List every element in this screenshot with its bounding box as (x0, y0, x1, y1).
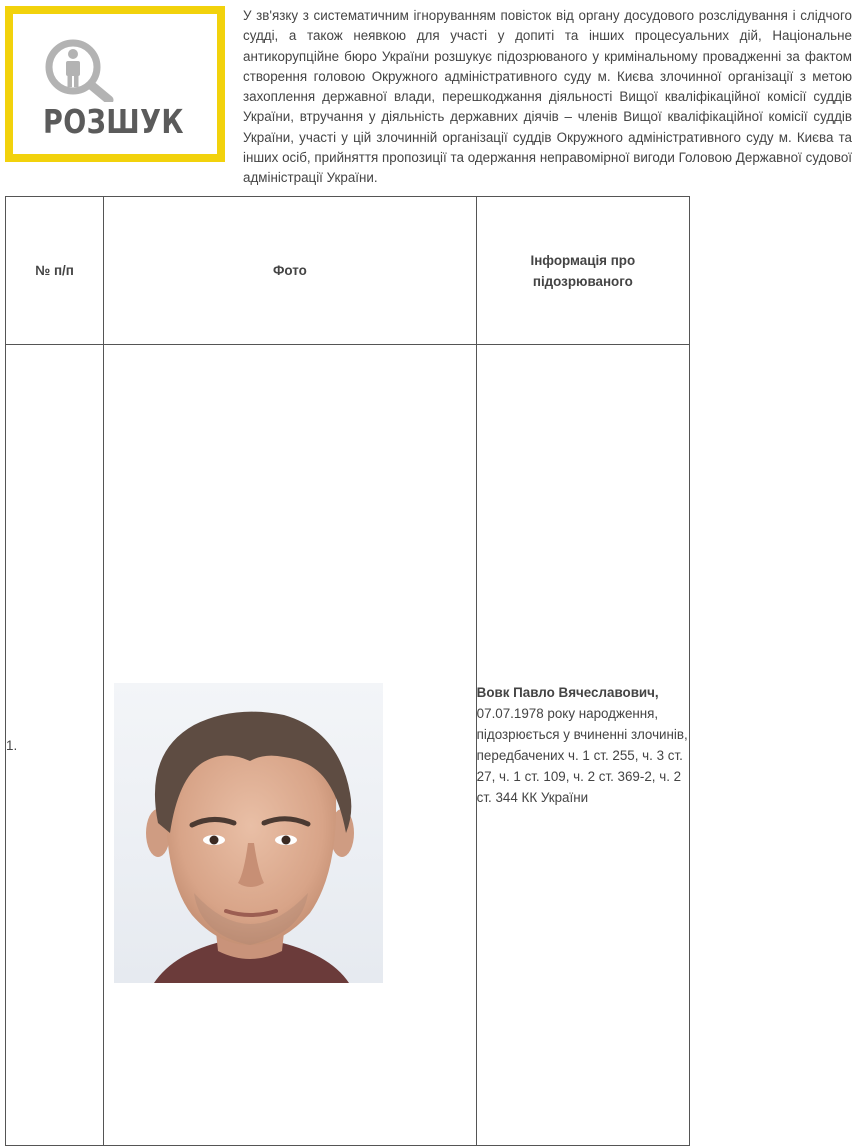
suspect-name: Вовк Павло Вячеславович, (476, 685, 659, 700)
header-number: № п/п (6, 197, 104, 345)
suspects-table (5, 196, 690, 1146)
suspect-info-cell (476, 345, 689, 1146)
suspect-portrait-photo (114, 683, 383, 983)
intro-paragraph: У зв'язку з систематичним ігноруванням повісток від органу досудового розслідування і слідчого судді, а також неявкою для участі у допиті та інших процесуальних дій, Національне антикорупційне бюро України розшукує підозрюваного у кримінальному провадженні за фактом створення головою Окружного адміністративного суду м. Києва злочинної організації з метою захоплення державної влади, перешкоджання діяльності Вищої кваліфікаційної комісії суддів України, втручання у діяльність державних діячів – членів Вищої кваліфікаційної комісії суддів України, участі у цій злочинній організації суддів Окружного адміністративного суду м. Києва та інших осіб, прийняття пропозиції та одержання неправомірної вигоди Головою Державної судової адміністрації України. (243, 8, 852, 186)
row-number: 1. (6, 345, 104, 1146)
portrait-illustration (114, 683, 383, 983)
wanted-logo (5, 6, 225, 162)
table-header-row (6, 197, 690, 345)
header-info (476, 197, 689, 345)
header-info-label: Інформація про підозрюваного (530, 252, 636, 289)
header-photo: Фото (104, 197, 477, 345)
logo-title: РОЗШУК (43, 102, 184, 141)
suspect-details: 07.07.1978 року народження, підозрюється у вчиненні злочинів, передбачених ч. 1 ст. 255, ч. 3 ст. 27, ч. 1 ст. 109, ч. 2 ст. 369-2, ч. 2 ст. 344 КК України (476, 706, 688, 805)
table-row (6, 345, 690, 1146)
magnifier-person-icon (43, 36, 123, 102)
photo-cell (104, 345, 477, 1146)
